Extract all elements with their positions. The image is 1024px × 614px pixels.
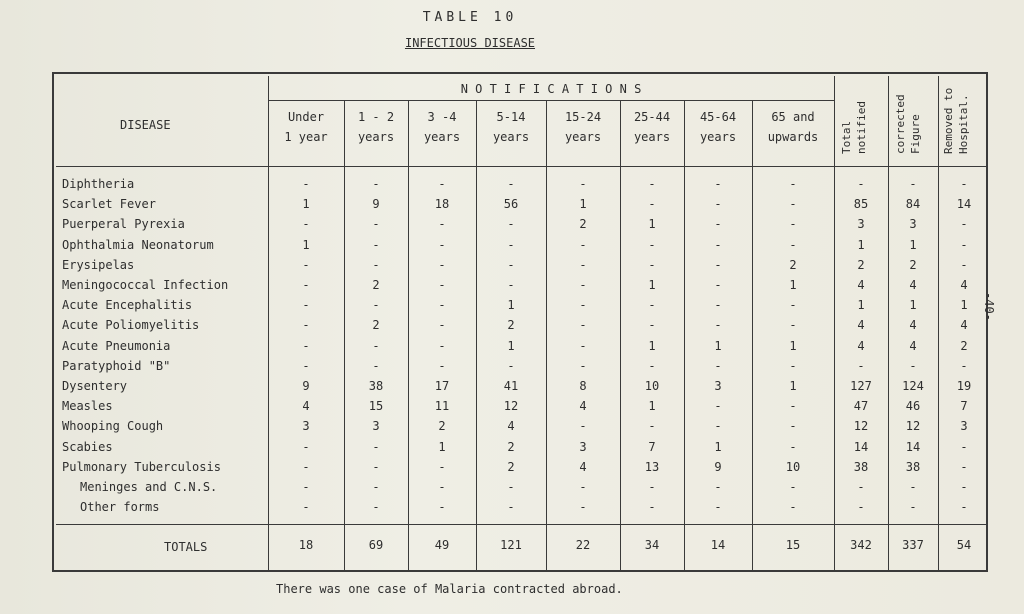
totals-top-rule	[56, 524, 988, 525]
table-cell: 85	[853, 197, 869, 212]
table-cell: 1	[714, 338, 722, 353]
table-cell: 7	[648, 439, 656, 454]
disease-name: Erysipelas	[62, 257, 135, 272]
table-cell: 2	[579, 217, 587, 232]
table-cell: -	[579, 419, 587, 434]
notifications-header-rule	[268, 100, 834, 101]
age-group-header-line2: years	[423, 130, 461, 144]
total-notified-header-line2: notified	[855, 101, 868, 154]
table-cell: 4	[507, 419, 515, 434]
disease-name: Measles	[62, 399, 113, 414]
table-cell: -	[507, 480, 515, 494]
table-cell: -	[372, 177, 380, 191]
table-subtitle: INFECTIOUS DISEASE	[404, 36, 536, 50]
table-cell: 9	[372, 197, 380, 212]
table-cell: 1	[909, 237, 917, 252]
table-cell: 18	[434, 197, 450, 212]
age-group-header-line2: years	[699, 130, 737, 144]
table-cell: -	[714, 278, 722, 292]
table-cell: -	[372, 237, 380, 252]
table-cell: -	[648, 237, 656, 252]
age-group-header-line1: 25-44	[633, 110, 671, 124]
table-cell: -	[648, 358, 656, 373]
table-cell: 4	[960, 278, 968, 292]
table-cell: -	[579, 257, 587, 272]
table-cell: -	[960, 217, 968, 232]
table-cell: -	[372, 500, 380, 515]
table-cell: 8	[579, 379, 587, 393]
table-cell: -	[789, 480, 797, 494]
table-cell: -	[438, 500, 446, 515]
table-cell: 10	[644, 379, 660, 393]
table-cell: 1	[302, 237, 310, 252]
table-cell: -	[789, 217, 797, 232]
table-cell: -	[960, 237, 968, 252]
table-cell: 84	[905, 197, 921, 212]
table-cell: -	[302, 318, 310, 333]
table-cell: -	[579, 177, 587, 191]
table-cell: 38	[368, 379, 384, 393]
totals-cell: 54	[956, 538, 972, 552]
table-cell: -	[302, 459, 310, 474]
table-cell: 1	[648, 338, 656, 353]
table-cell: -	[789, 399, 797, 414]
table-cell: 2	[960, 338, 968, 353]
table-cell: -	[648, 257, 656, 272]
disease-name: Acute Encephalitis	[62, 298, 193, 313]
table-cell: -	[789, 298, 797, 313]
disease-name: Scabies	[62, 439, 113, 454]
age-group-header-line2: years	[357, 130, 395, 144]
age-group-header-line1: 15-24	[564, 110, 602, 124]
table-cell: -	[372, 480, 380, 494]
age-group-header-line2: years	[492, 130, 530, 144]
table-cell: 4	[909, 278, 917, 292]
table-cell: -	[438, 480, 446, 494]
table-cell: 13	[644, 459, 660, 474]
age-group-header-line2: years	[633, 130, 671, 144]
table-cell: -	[302, 257, 310, 272]
table-cell: 1	[789, 278, 797, 292]
age-group-header-line1: 65 and	[771, 110, 815, 124]
table-cell: 4	[960, 318, 968, 333]
table-cell: 124	[902, 379, 924, 393]
table-cell: 3	[302, 419, 310, 434]
table-cell: 9	[302, 379, 310, 393]
table-cell: 4	[579, 459, 587, 474]
table-cell: 12	[905, 419, 921, 434]
table-cell: -	[648, 177, 656, 191]
table-cell: 1	[648, 217, 656, 232]
table-cell: -	[302, 439, 310, 454]
table-cell: -	[438, 237, 446, 252]
table-cell: -	[909, 500, 917, 515]
table-cell: 38	[905, 459, 921, 474]
table-cell: 7	[960, 399, 968, 414]
table-cell: -	[857, 500, 865, 515]
table-cell: -	[302, 500, 310, 515]
table-cell: 19	[956, 379, 972, 393]
table-cell: 1	[789, 379, 797, 393]
corrected-figure-header-line2: Figure	[909, 114, 922, 154]
table-cell: 41	[503, 379, 519, 393]
disease-name: Dysentery	[62, 379, 128, 393]
table-cell: -	[438, 217, 446, 232]
disease-name: Paratyphoid "B"	[62, 358, 171, 373]
disease-name: Diphtheria	[62, 177, 135, 191]
table-cell: 47	[853, 399, 869, 414]
table-cell: -	[372, 298, 380, 313]
table-cell: -	[579, 298, 587, 313]
table-cell: -	[302, 298, 310, 313]
table-cell: -	[960, 358, 968, 373]
table-cell: -	[857, 358, 865, 373]
table-cell: -	[714, 197, 722, 212]
totals-cell: 342	[850, 538, 872, 552]
table-cell: 11	[434, 399, 450, 414]
disease-name: Meninges and C.N.S.	[80, 480, 218, 494]
table-cell: 2	[507, 459, 515, 474]
table-cell: -	[372, 217, 380, 232]
disease-name: Meningococcal Infection	[62, 278, 229, 292]
table-cell: 14	[956, 197, 972, 212]
table-cell: -	[789, 419, 797, 434]
table-cell: 14	[905, 439, 921, 454]
table-cell: 4	[857, 278, 865, 292]
table-cell: 2	[909, 257, 917, 272]
age-group-header-line2: upwards	[767, 130, 819, 144]
disease-name: Ophthalmia Neonatorum	[62, 237, 214, 252]
table-cell: -	[960, 459, 968, 474]
table-cell: 1	[507, 298, 515, 313]
page-number: -40-	[982, 292, 996, 321]
table-cell: -	[960, 480, 968, 494]
table-cell: 2	[789, 257, 797, 272]
table-cell: -	[507, 257, 515, 272]
table-cell: -	[579, 237, 587, 252]
totals-cell: 121	[500, 538, 522, 552]
table-cell: -	[789, 177, 797, 191]
table-cell: -	[507, 500, 515, 515]
table-cell: -	[372, 338, 380, 353]
table-cell: -	[714, 318, 722, 333]
table-cell: -	[960, 257, 968, 272]
age-group-header-line1: 45-64	[699, 110, 737, 124]
table-cell: -	[438, 459, 446, 474]
table-cell: -	[579, 338, 587, 353]
table-cell: -	[302, 480, 310, 494]
age-group-header-line1: 1 - 2	[357, 110, 395, 124]
disease-name: Whooping Cough	[62, 419, 164, 434]
corrected-figure-header-line1: corrected	[894, 94, 907, 154]
table-cell: 46	[905, 399, 921, 414]
table-cell: 12	[853, 419, 869, 434]
disease-name: Acute Pneumonia	[62, 338, 171, 353]
table-cell: -	[714, 500, 722, 515]
table-cell: 1	[857, 298, 865, 313]
table-cell: 56	[503, 197, 519, 212]
table-cell: 12	[503, 399, 519, 414]
table-cell: -	[579, 318, 587, 333]
table-cell: 4	[579, 399, 587, 414]
totals-cell: 15	[785, 538, 801, 552]
table-cell: -	[438, 318, 446, 333]
table-cell: -	[714, 358, 722, 373]
table-cell: 3	[372, 419, 380, 434]
table-cell: -	[507, 177, 515, 191]
table-cell: -	[507, 358, 515, 373]
totals-cell: 34	[644, 538, 660, 552]
table-cell: -	[579, 278, 587, 292]
table-cell: -	[507, 237, 515, 252]
table-cell: 127	[850, 379, 872, 393]
table-cell: -	[909, 480, 917, 494]
table-cell: -	[789, 318, 797, 333]
removed-to-hospital-header-line2: Hospital.	[957, 94, 970, 154]
table-cell: 38	[853, 459, 869, 474]
disease-name: Other forms	[80, 500, 160, 515]
totals-cell: 49	[434, 538, 450, 552]
table-cell: -	[857, 480, 865, 494]
table-cell: 2	[507, 318, 515, 333]
table-cell: -	[302, 358, 310, 373]
table-cell: -	[438, 358, 446, 373]
table-cell: -	[714, 257, 722, 272]
table-cell: 17	[434, 379, 450, 393]
table-cell: -	[302, 177, 310, 191]
totals-cell: 14	[710, 538, 726, 552]
table-cell: 4	[302, 399, 310, 414]
table-cell: -	[648, 500, 656, 515]
table-cell: 1	[438, 439, 446, 454]
table-cell: 1	[579, 197, 587, 212]
disease-header: DISEASE	[120, 118, 171, 132]
table-cell: 1	[302, 197, 310, 212]
notifications-header: N O T I F I C A T I O N S	[460, 82, 642, 96]
removed-to-hospital-header-line1: Removed to	[942, 87, 955, 154]
table-cell: -	[372, 257, 380, 272]
table-cell: -	[714, 298, 722, 313]
table-cell: -	[648, 298, 656, 313]
table-cell: 10	[785, 459, 801, 474]
table-cell: 3	[909, 217, 917, 232]
totals-cell: 18	[298, 538, 314, 552]
table-cell: -	[789, 439, 797, 454]
table-cell: -	[302, 217, 310, 232]
table-cell: -	[714, 480, 722, 494]
table-cell: -	[372, 459, 380, 474]
table-cell: 1	[507, 338, 515, 353]
table-cell: -	[909, 358, 917, 373]
table-cell: 4	[857, 318, 865, 333]
table-cell: 2	[372, 278, 380, 292]
table-cell: 2	[857, 257, 865, 272]
age-group-header-line2: years	[564, 130, 602, 144]
totals-cell: 337	[902, 538, 924, 552]
table-cell: 15	[368, 399, 384, 414]
header-bottom-rule	[56, 166, 988, 167]
total-notified-header-line1: Total	[840, 120, 853, 154]
table-cell: -	[302, 278, 310, 292]
table-cell: -	[960, 439, 968, 454]
table-cell: -	[438, 338, 446, 353]
table-cell: 4	[857, 338, 865, 353]
table-cell: 1	[909, 298, 917, 313]
table-cell: -	[789, 197, 797, 212]
table-cell: 4	[909, 318, 917, 333]
table-cell: -	[714, 217, 722, 232]
table-cell: 1	[789, 338, 797, 353]
table-cell: 1	[857, 237, 865, 252]
age-group-header-line1: 3 -4	[427, 110, 457, 124]
table-cell: -	[579, 358, 587, 373]
table-cell: -	[857, 177, 865, 191]
table-cell: 2	[372, 318, 380, 333]
table-cell: 3	[857, 217, 865, 232]
disease-name: Scarlet Fever	[62, 197, 156, 212]
table-cell: -	[648, 318, 656, 333]
table-cell: -	[507, 278, 515, 292]
table-cell: -	[579, 500, 587, 515]
totals-cell: 22	[575, 538, 591, 552]
disease-name: Acute Poliomyelitis	[62, 318, 200, 333]
table-cell: 3	[960, 419, 968, 434]
table-cell: -	[438, 278, 446, 292]
table-cell: 9	[714, 459, 722, 474]
table-cell: -	[789, 500, 797, 515]
infectious-disease-table	[52, 72, 988, 572]
table-cell: -	[909, 177, 917, 191]
footnote: There was one case of Malaria contracted abroad.	[276, 582, 623, 596]
table-cell: -	[714, 177, 722, 191]
table-cell: 4	[909, 338, 917, 353]
table-cell: -	[302, 338, 310, 353]
age-group-header-line2: 1 year	[284, 130, 328, 144]
table-cell: -	[648, 480, 656, 494]
table-cell: -	[372, 439, 380, 454]
age-group-header-line1: 5-14	[496, 110, 526, 124]
table-cell: 2	[438, 419, 446, 434]
table-cell: 14	[853, 439, 869, 454]
table-cell: 1	[648, 278, 656, 292]
table-title: TABLE 10	[422, 10, 518, 25]
table-cell: -	[714, 419, 722, 434]
table-cell: 1	[648, 399, 656, 414]
age-group-header-line1: Under	[287, 110, 325, 124]
table-cell: 1	[960, 298, 968, 313]
table-cell: 1	[714, 439, 722, 454]
table-cell: -	[648, 419, 656, 434]
table-cell: -	[372, 358, 380, 373]
table-cell: -	[648, 197, 656, 212]
table-cell: -	[438, 177, 446, 191]
table-cell: -	[714, 237, 722, 252]
table-cell: -	[714, 399, 722, 414]
table-cell: 3	[579, 439, 587, 454]
disease-name: Puerperal Pyrexia	[62, 217, 185, 232]
table-cell: 2	[507, 439, 515, 454]
table-cell: -	[438, 298, 446, 313]
table-cell: -	[789, 358, 797, 373]
table-cell: -	[960, 177, 968, 191]
table-cell: -	[960, 500, 968, 515]
totals-label: TOTALS	[164, 540, 208, 554]
totals-cell: 69	[368, 538, 384, 552]
table-cell: -	[579, 480, 587, 494]
table-cell: -	[789, 237, 797, 252]
table-cell: -	[507, 217, 515, 232]
table-cell: -	[438, 257, 446, 272]
disease-name: Pulmonary Tuberculosis	[62, 459, 221, 474]
table-cell: 3	[714, 379, 722, 393]
